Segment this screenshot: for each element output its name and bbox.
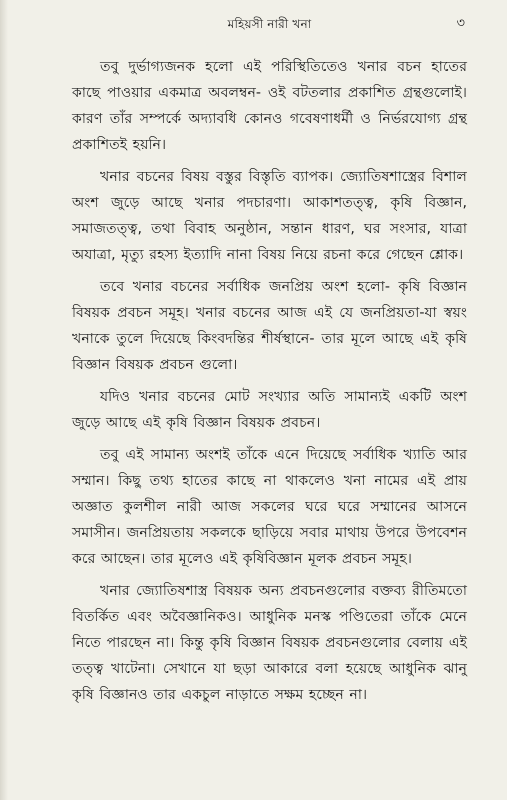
page-header xyxy=(72,10,467,38)
paragraph-5: তবু এই সামান্য অংশই তাঁকে এনে দিয়েছে সর্বাধিক খ্যাতি আর সম্মান। কিছু তথ্য হাতের কাছে না থাকলেও খনা নামের এই প্রায় অজ্ঞাত কুলশীল নারী আজ সকলের ঘরে ঘরে সম্মানের আসনে সমাসীন। জনপ্রিয়তায় সকলকে ছাড়িয়ে সবার মাথায় উপরে উপবেশন করে আছেন। তার মূলেও এই কৃষিবিজ্ঞান মূলক প্রবচন সমূহ। xyxy=(72,447,467,567)
page-number: ৩ xyxy=(456,16,465,31)
paragraph-2: খনার বচনের বিষয় বস্তুর বিস্তৃতি ব্যাপক। জ্যোতিষশাস্ত্রের বিশাল অংশ জুড়ে আছে খনার পদচারণা। আকাশতত্ত্ব, কৃষি বিজ্ঞান, সমাজতত্ত্ব, তথা বিবাহ অনুষ্ঠান, সন্তান ধারণ, ঘর সংসার, যাত্রা অযাত্রা, মৃত্যু রহস্য ইত্যাদি নানা বিষয় নিয়ে রচনা করে গেছেন শ্লোক। xyxy=(72,169,467,263)
running-title: মহিয়সী নারী খনা xyxy=(227,17,312,31)
page-spine-shadow xyxy=(0,0,8,800)
paragraph-4: যদিও খনার বচনের মোট সংখ্যার অতি সামান্যই একটি অংশ জুড়ে আছে এই কৃষি বিজ্ঞান বিষয়ক প্রবচন। xyxy=(72,389,467,431)
paragraph-1: তবু দুর্ভাগ্যজনক হলো এই পরিস্থিতিতেও খনার বচন হাতের কাছে পাওয়ার একমাত্র অবলম্বন- ওই বটতলার প্রকাশিত গ্রন্থগুলোই। কারণ তাঁর সম্পর্কে অদ্যাবধি কোনও গবেষণাধর্মী ও নির্ভরযোগ্য গ্রন্থ প্রকাশিতই হয়নি। xyxy=(72,59,467,153)
page-body xyxy=(72,54,467,708)
paragraph-3: তবে খনার বচনের সর্বাধিক জনপ্রিয় অংশ হলো- কৃষি বিজ্ঞান বিষয়ক প্রবচন সমূহ। খনার বচনের আজ এই যে জনপ্রিয়তা-যা স্বয়ং খনাকে তুলে দিয়েছে কিংবদন্তির শীর্ষস্থানে- তার মূলে আছে এই কৃষি বিজ্ঞান বিষয়ক প্রবচন গুলো। xyxy=(72,279,467,373)
paragraph-6: খনার জ্যোতিষশাস্ত্র বিষয়ক অন্য প্রবচনগুলোর বক্তব্য রীতিমতো বিতর্কিত এবং অবৈজ্ঞানিকও। আধুনিক মনস্ক পণ্ডিতেরা তাঁকে মেনে নিতে পারছেন না। কিন্তু কৃষি বিজ্ঞান বিষয়ক প্রবচনগুলোর বেলায় এই তত্ত্ব খাটেনা। সেখানে যা ছড়া আকারে বলা হয়েছে আধুনিক ঝানু কৃষি বিজ্ঞানও তার একচুল নাড়াতে সক্ষম হচ্ছেন না। xyxy=(72,583,467,703)
